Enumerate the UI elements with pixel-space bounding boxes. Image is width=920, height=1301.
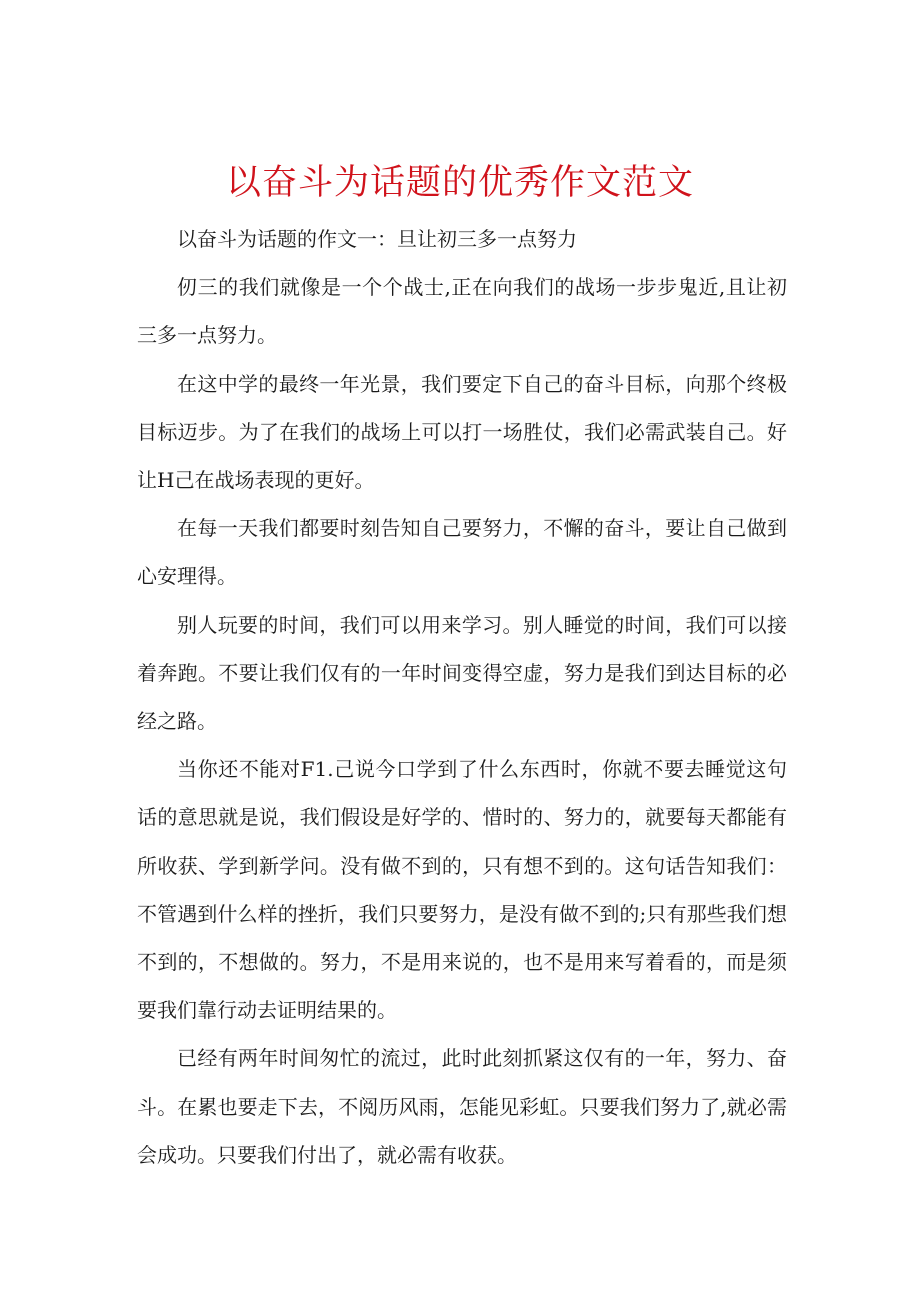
paragraph: 在每一天我们都要时刻告知自己要努力，不懈的奋斗，要让自己做到心安理得。: [137, 516, 787, 589]
document-title: 以奋斗为话题的优秀作文范文: [225, 163, 694, 204]
paragraph: 当你还不能对F1.己说今口学到了什么东西时，你就不要去睡觉这句话的意思就是说，我们假设是好学的、惜时的、努力的，就要每天都能有所收获、学到新学问。没有做不到的，只有想不到的。这句话告知我们：不管遇到什么样的挫折，我们只要努力，是没有做不到的;只有那些我们想不到的，不想做的。努力，不是用来说的，也不是用来写着看的，而是须要我们靠行动去证明结果的。: [137, 757, 787, 1023]
paragraph: 在这中学的最终一年光景，我们要定下自己的奋斗目标，向那个终极目标迈步。为了在我们的战场上可以打一场胜仗，我们必需武装自己。好让H己在战场表现的更好。: [137, 371, 787, 493]
paragraph: 别人玩要的时间，我们可以用来学习。别人睡觉的时间，我们可以接着奔跑。不要让我们仅有的一年时间变得空虚，努力是我们到达目标的必经之路。: [137, 612, 787, 734]
paragraph: 已经有两年时间匆忙的流过，此时此刻抓紧这仅有的一年，努力、奋斗。在累也要走下去，不阅历风雨，怎能见彩虹。只要我们努力了,就必需会成功。只要我们付出了，就必需有收获。: [137, 1046, 787, 1167]
document-body: [137, 215, 787, 1179]
paragraph: 仞三的我们就像是一个个战士,正在向我们的战场一步步鬼近,且让初三多一点努力。: [137, 275, 787, 348]
paragraph: 以奋斗为话题的作文一：旦让初三多一点努力: [177, 227, 577, 251]
